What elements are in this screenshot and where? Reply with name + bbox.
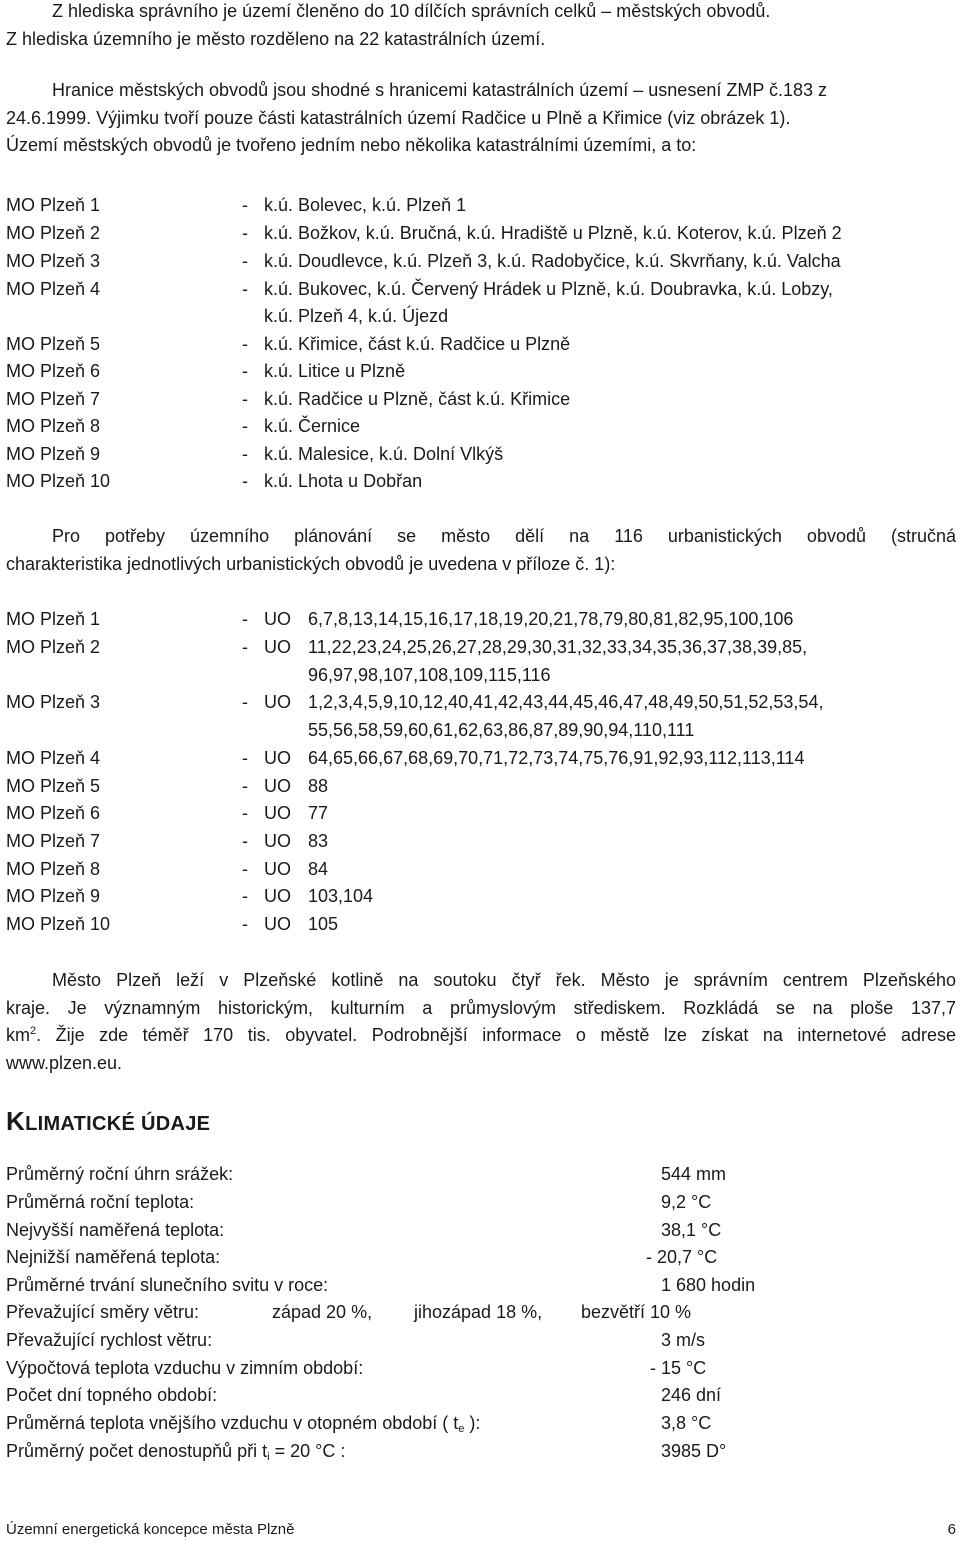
district-name: MO Plzeň 5: [6, 334, 101, 354]
list-item: [6, 441, 946, 469]
district-name: MO Plzeň 1: [6, 195, 101, 215]
wind-calm: bezvětří 10 %: [581, 1302, 692, 1322]
climate-label: Nejnižší naměřená teplota:: [6, 1247, 221, 1267]
uo-label: UO: [264, 859, 291, 879]
dash: -: [242, 279, 248, 299]
footer-title: Územní energetická koncepce města Plzně: [6, 1521, 295, 1538]
dash: -: [242, 776, 248, 796]
text-line: Hranice městských obvodů jsou shodné s hranicemi katastrálních území – usnesení ZMP č.183 z: [52, 80, 828, 100]
climate-row: [6, 1438, 946, 1466]
uo-numbers: 1,2,3,4,5,9,10,12,40,41,42,43,44,45,46,47,48,49,50,51,52,53,54,: [308, 692, 824, 712]
climate-row: [6, 1217, 946, 1245]
list-item: [6, 800, 946, 828]
uo-numbers: 84: [308, 859, 329, 879]
climate-label: Průměrná roční teplota:: [6, 1192, 195, 1212]
label-text: Průměrný počet denostupňů při t: [6, 1441, 268, 1461]
label-text: = 20 °C :: [269, 1441, 346, 1461]
cadastral-areas: k.ú. Bukovec, k.ú. Červený Hrádek u Plzně, k.ú. Doubravka, k.ú. Lobzy,: [264, 279, 833, 299]
list-item: [6, 331, 946, 359]
dash: -: [242, 886, 248, 906]
uo-numbers: 103,104: [308, 886, 374, 906]
text-line: Z hlediska územního je město rozděleno na 22 katastrálních území.: [6, 28, 546, 49]
climate-row: [6, 1410, 946, 1438]
dash: -: [242, 223, 248, 243]
district-name: MO Plzeň 6: [6, 361, 101, 381]
uo-label: UO: [264, 637, 291, 657]
uo-label: UO: [264, 692, 291, 712]
climate-row: [6, 1161, 946, 1189]
climate-row: [6, 1355, 946, 1383]
heading-initial: K: [6, 1106, 26, 1136]
uo-label: UO: [264, 886, 291, 906]
subscript: e: [458, 1423, 465, 1435]
uo-numbers: 64,65,66,67,68,69,70,71,72,73,74,75,76,91,92,93,112,113,114: [308, 748, 805, 768]
uo-label: UO: [264, 776, 291, 796]
text-line: kraje. Je významným historickým, kulturním a průmyslovým střediskem. Rozkládá se na ploše 137,7: [6, 997, 956, 1018]
intro-paragraph-1: [6, 0, 956, 53]
cadastral-areas: k.ú. Božkov, k.ú. Bručná, k.ú. Hradiště u Plzně, k.ú. Koterov, k.ú. Plzeň 2: [264, 223, 842, 243]
wind-west: západ 20 %,: [272, 1302, 373, 1322]
uo-label: UO: [264, 914, 291, 934]
dash: -: [242, 803, 248, 823]
dash: -: [242, 692, 248, 712]
district-name: MO Plzeň 9: [6, 886, 101, 906]
climate-value: 246 dní: [661, 1385, 722, 1405]
cadastral-areas: k.ú. Křimice, část k.ú. Radčice u Plzně: [264, 334, 571, 354]
heading-rest: LIMATICKÉ ÚDAJE: [25, 1113, 211, 1135]
cadastral-areas: k.ú. Malesice, k.ú. Dolní Vlkýš: [264, 444, 504, 464]
list-item: [6, 413, 946, 441]
list-item-continuation: [6, 303, 946, 331]
cadastral-areas: k.ú. Lhota u Dobřan: [264, 471, 423, 491]
uo-label: UO: [264, 748, 291, 768]
list-item: [6, 606, 946, 634]
climate-value: 1 680 hodin: [661, 1275, 756, 1295]
dash: -: [242, 416, 248, 436]
list-item: [6, 911, 946, 939]
list-item: [6, 386, 946, 414]
climate-value: - 15 °C: [650, 1358, 707, 1378]
cadastral-areas: k.ú. Plzeň 4, k.ú. Újezd: [264, 306, 449, 326]
section-heading: [6, 1104, 210, 1141]
uo-numbers: 96,97,98,107,108,109,115,116: [308, 665, 551, 685]
cadastral-areas: k.ú. Radčice u Plzně, část k.ú. Křimice: [264, 389, 571, 409]
wind-southwest: jihozápad 18 %,: [414, 1302, 543, 1322]
climate-value: 3,8 °C: [661, 1413, 712, 1433]
climate-row: [6, 1272, 946, 1300]
dash: -: [242, 444, 248, 464]
climate-value: 3985 D°: [661, 1441, 727, 1461]
dash: -: [242, 914, 248, 934]
list-item: [6, 773, 946, 801]
climate-label: Výpočtová teplota vzduchu v zimním období:: [6, 1358, 364, 1378]
uo-numbers: 83: [308, 831, 329, 851]
list-item: [6, 828, 946, 856]
climate-row: [6, 1382, 946, 1410]
list-item: [6, 883, 946, 911]
dash: -: [242, 831, 248, 851]
subscript: i: [267, 1451, 270, 1463]
climate-label: Průměrné trvání slunečního svitu v roce:: [6, 1275, 329, 1295]
list-item: [6, 276, 946, 304]
text-line: Území městských obvodů je tvořeno jedním nebo několika katastrálními územími, a to:: [6, 135, 697, 155]
text-line: 24.6.1999. Výjimku tvoří pouze části katastrálních území Radčice u Plně a Křimice (viz obrázek 1).: [6, 107, 791, 128]
page-number: 6: [947, 1521, 956, 1538]
district-name: MO Plzeň 10: [6, 914, 111, 934]
list-item: [6, 634, 946, 662]
label-text: Průměrná teplota vnějšího vzduchu v otopném období ( t: [6, 1413, 459, 1433]
district-name: MO Plzeň 4: [6, 748, 101, 768]
climate-label: Převažující směry větru:: [6, 1302, 200, 1322]
list-item-continuation: [6, 717, 946, 745]
uo-numbers: 11,22,23,24,25,26,27,28,29,30,31,32,33,34,35,36,37,38,39,85,: [308, 637, 808, 657]
district-name: MO Plzeň 7: [6, 831, 101, 851]
label-text: ):: [464, 1413, 481, 1433]
district-name: MO Plzeň 3: [6, 251, 101, 271]
uo-numbers: 6,7,8,13,14,15,16,17,18,19,20,21,78,79,80,81,82,95,100,106: [308, 609, 794, 629]
climate-value: 9,2 °C: [661, 1192, 712, 1212]
list-item: [6, 220, 946, 248]
district-name: MO Plzeň 4: [6, 279, 101, 299]
dash: -: [242, 859, 248, 879]
city-paragraph: [6, 967, 956, 1077]
district-name: MO Plzeň 2: [6, 223, 101, 243]
district-name: MO Plzeň 5: [6, 776, 101, 796]
district-name: MO Plzeň 8: [6, 859, 101, 879]
dash: -: [242, 748, 248, 768]
climate-label: Převažující rychlost větru:: [6, 1330, 213, 1350]
list-item: [6, 856, 946, 884]
intro-paragraph-2: [6, 77, 956, 160]
uo-label: UO: [264, 609, 291, 629]
dash: -: [242, 195, 248, 215]
list-item: [6, 745, 946, 773]
climate-row-wind: [6, 1299, 946, 1327]
unit-km: km: [6, 1025, 30, 1045]
cadastral-areas: k.ú. Litice u Plzně: [264, 361, 406, 381]
climate-label: [6, 1438, 345, 1472]
dash: -: [242, 389, 248, 409]
cadastral-areas: k.ú. Bolevec, k.ú. Plzeň 1: [264, 195, 467, 215]
planning-paragraph: [6, 523, 956, 578]
text-line: [6, 1022, 956, 1050]
list-item-continuation: [6, 662, 946, 690]
district-name: MO Plzeň 7: [6, 389, 101, 409]
text-line-rest: . Žije zde téměř 170 tis. obyvatel. Podrobnější informace o městě lze získat na internetové adrese: [36, 1025, 956, 1045]
district-name: MO Plzeň 6: [6, 803, 101, 823]
district-name: MO Plzeň 8: [6, 416, 101, 436]
uo-label: UO: [264, 831, 291, 851]
district-name: MO Plzeň 1: [6, 609, 101, 629]
dash: -: [242, 609, 248, 629]
dash: -: [242, 334, 248, 354]
climate-value: 544 mm: [661, 1164, 727, 1184]
unit-superscript: 2: [30, 1025, 37, 1037]
climate-row: [6, 1189, 946, 1217]
dash: -: [242, 251, 248, 271]
dash: -: [242, 471, 248, 491]
uo-label: UO: [264, 803, 291, 823]
climate-row: [6, 1327, 946, 1355]
climate-label: Počet dní topného období:: [6, 1385, 218, 1405]
climate-row: [6, 1244, 946, 1272]
list-item: [6, 248, 946, 276]
climate-value: 3 m/s: [661, 1330, 706, 1350]
dash: -: [242, 361, 248, 381]
uo-numbers: 105: [308, 914, 339, 934]
website-address: www.plzen.eu.: [6, 1052, 123, 1073]
climate-value: - 20,7 °C: [646, 1247, 718, 1267]
uo-numbers: 77: [308, 803, 329, 823]
district-name: MO Plzeň 9: [6, 444, 101, 464]
climate-label: Průměrný roční úhrn srážek:: [6, 1164, 234, 1184]
text-line: Z hlediska správního je území členěno do 10 dílčích správních celků – městských obvodů.: [52, 1, 771, 21]
list-item: [6, 689, 946, 717]
climate-label: Nejvyšší naměřená teplota:: [6, 1220, 225, 1240]
cadastral-areas: k.ú. Černice: [264, 416, 361, 436]
text-line: Město Plzeň leží v Plzeňské kotlině na soutoku čtyř řek. Město je správním centrem Plzeňského: [52, 970, 956, 990]
list-item: [6, 358, 946, 386]
text-line: Pro potřeby územního plánování se město dělí na 116 urbanistických obvodů (stručná: [52, 526, 956, 546]
district-name: MO Plzeň 10: [6, 471, 111, 491]
list-item: [6, 468, 946, 496]
dash: -: [242, 637, 248, 657]
climate-value: 38,1 °C: [661, 1220, 722, 1240]
district-name: MO Plzeň 3: [6, 692, 101, 712]
uo-numbers: 55,56,58,59,60,61,62,63,86,87,89,90,94,110,111: [308, 720, 695, 740]
list-item: [6, 192, 946, 220]
district-name: MO Plzeň 2: [6, 637, 101, 657]
cadastral-areas: k.ú. Doudlevce, k.ú. Plzeň 3, k.ú. Radobyčice, k.ú. Skvrňany, k.ú. Valcha: [264, 251, 841, 271]
text-line: charakteristika jednotlivých urbanistických obvodů je uvedena v příloze č. 1):: [6, 553, 616, 574]
uo-numbers: 88: [308, 776, 329, 796]
